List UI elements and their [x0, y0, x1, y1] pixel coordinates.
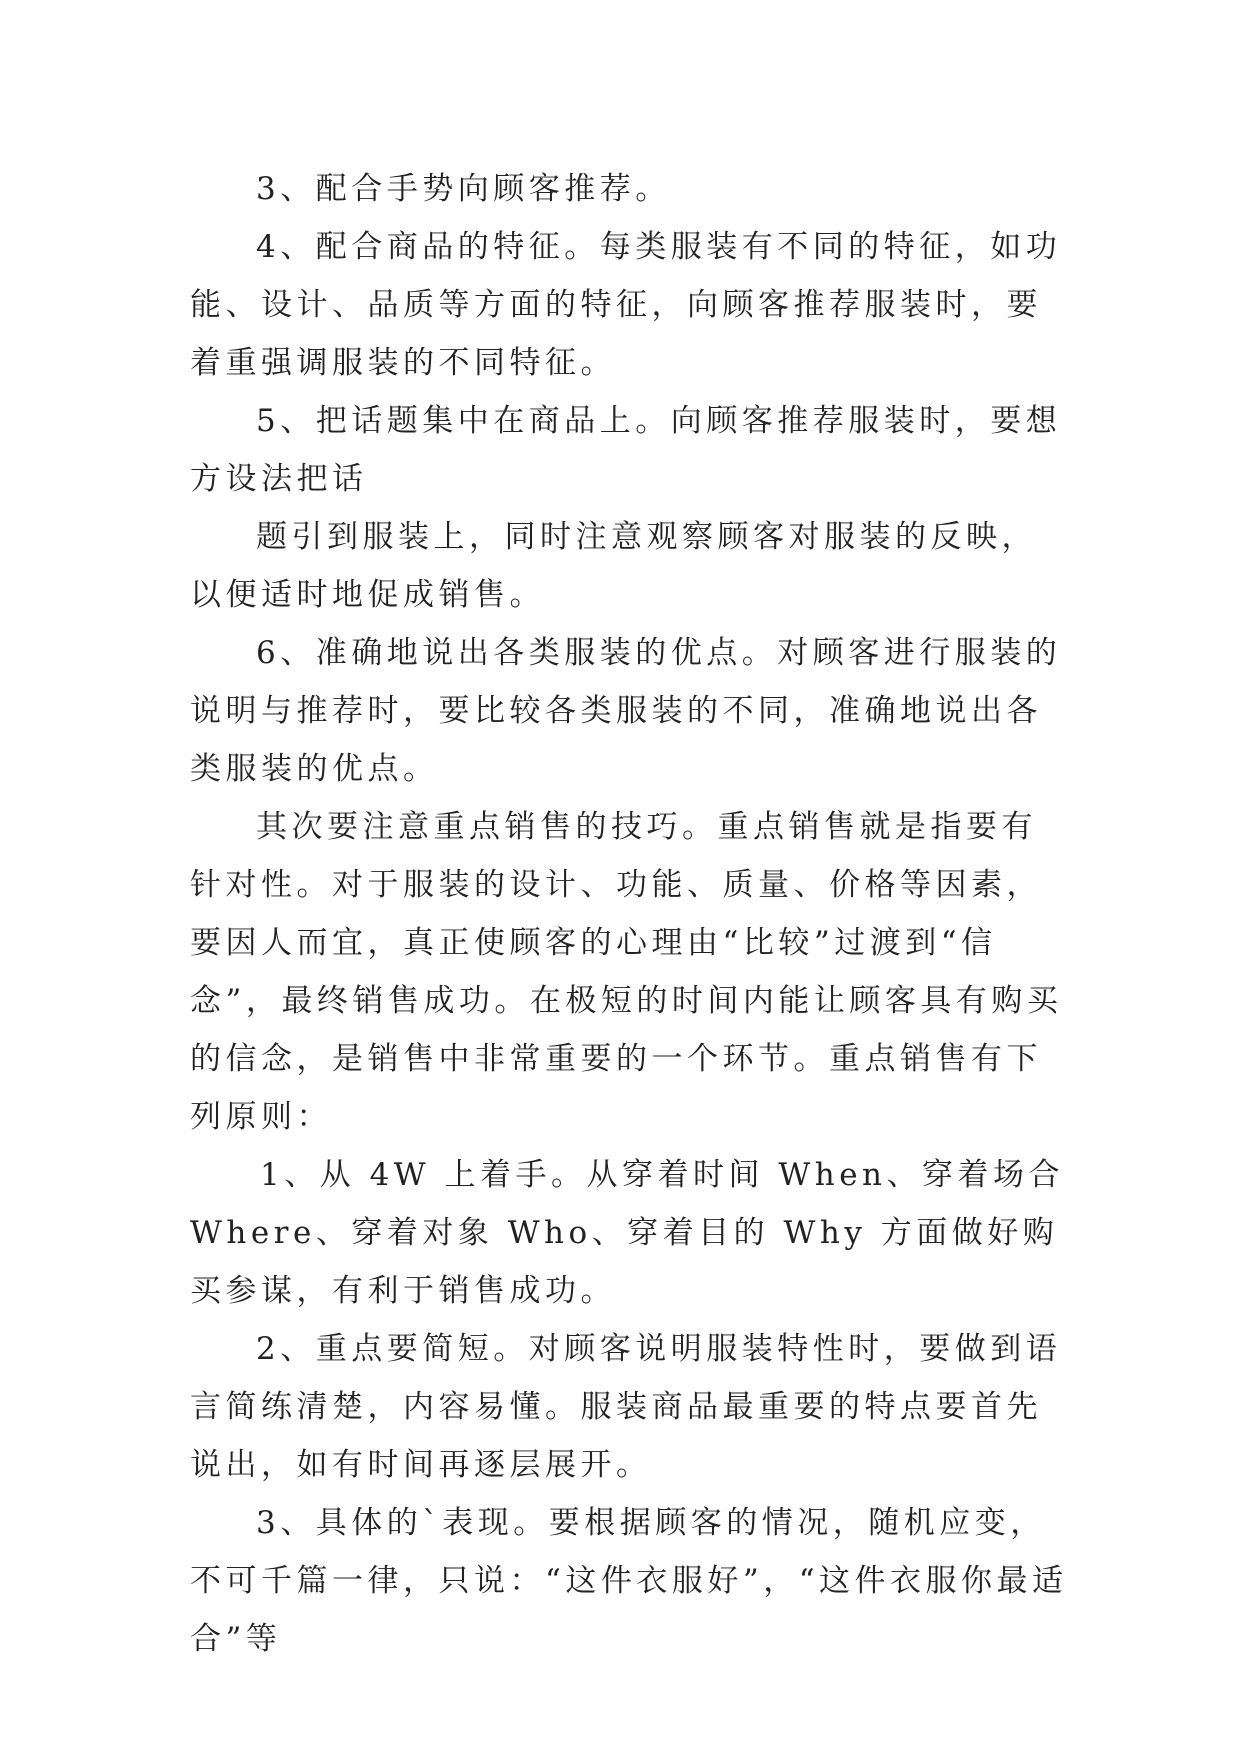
paragraph-key-selling: 其次要注意重点销售的技巧。重点销售就是指要有针对性。对于服装的设计、功能、质量、价格等因素，要因人而宜，真正使顾客的心理由“比较”过渡到“信念”，最终销售成功。在极短的时间内能让顾客具有购买的信念，是销售中非常重要的一个环节。重点销售有下列原则：: [190, 809, 1063, 1135]
paragraph-4w: 1、从 4W 上着手。从穿着时间 When、穿着场合 Where、穿着对象 Who、穿着目的 Why 方面做好购买参谋，有利于销售成功。: [190, 1157, 1065, 1309]
paragraph-focus-topic-continued: 题引到服装上，同时注意观察顾客对服装的反映，以便适时地促成销售。: [190, 519, 1037, 613]
paragraph-advantages: 6、准确地说出各类服装的优点。对顾客进行服装的说明与推荐时，要比较各类服装的不同，准确地说出各类服装的优点。: [190, 635, 1062, 787]
paragraph-product-features: 4、配合商品的特征。每类服装有不同的特征，如功能、设计、品质等方面的特征，向顾客推荐服装时，要着重强调服装的不同特征。: [190, 229, 1062, 381]
paragraph-focus-topic: 5、把话题集中在商品上。向顾客推荐服装时，要想方设法把话: [190, 403, 1062, 497]
document-body: [190, 160, 1070, 1668]
paragraph-brief: 2、重点要简短。对顾客说明服装特性时，要做到语言简练清楚，内容易懂。服装商品最重要的特点要首先说出，如有时间再逐层展开。: [190, 1331, 1062, 1483]
paragraph-gesture-recommend: 3、配合手势向顾客推荐。: [256, 171, 671, 207]
paragraph-specific: 3、具体的`表现。要根据顾客的情况，随机应变，不可千篇一律，只说：“这件衣服好”，“这件衣服你最适合”等: [190, 1505, 1068, 1657]
